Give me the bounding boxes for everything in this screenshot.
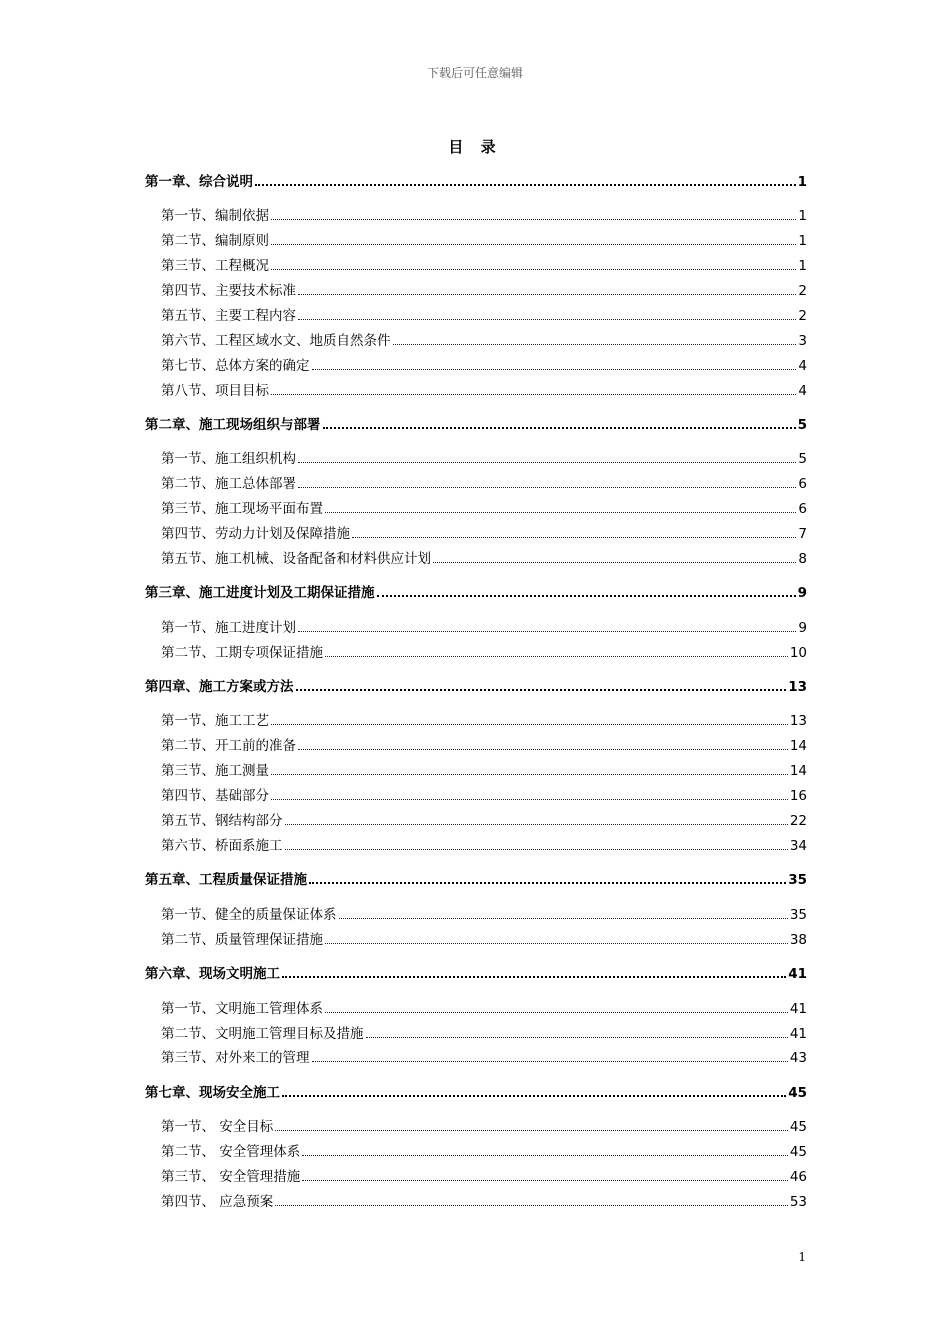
- toc-entry-page: 8: [798, 551, 807, 567]
- toc-section-row[interactable]: [161, 449, 807, 469]
- dot-leader: [309, 881, 786, 884]
- toc-section-row[interactable]: [161, 643, 807, 663]
- dot-leader: [271, 268, 796, 270]
- toc-entry-page: 41: [788, 966, 807, 982]
- toc-section-row[interactable]: [161, 206, 807, 226]
- dot-leader: [298, 486, 796, 488]
- dot-leader: [255, 183, 796, 186]
- toc-chapter-row[interactable]: [145, 172, 807, 192]
- toc-entry-label: 第二节、质量管理保证措施: [161, 932, 323, 948]
- dot-leader: [325, 942, 788, 944]
- toc-entry-label: 第二节、工期专项保证措施: [161, 645, 323, 661]
- toc-entry-page: 6: [798, 476, 807, 492]
- toc-entry-page: 3: [798, 333, 807, 349]
- toc-entry-page: 41: [789, 1001, 807, 1017]
- toc-entry-label: 第三节、施工现场平面布置: [161, 501, 323, 517]
- toc-entry-page: 4: [798, 358, 807, 374]
- toc-entry-label: 第三节、 安全管理措施: [161, 1169, 301, 1185]
- toc-entry-label: 第二节、施工总体部署: [161, 476, 296, 492]
- toc-entry-label: 第二节、文明施工管理目标及措施: [161, 1026, 364, 1042]
- toc-section-row[interactable]: [161, 1024, 807, 1044]
- footer-page-number: 1: [798, 1250, 806, 1264]
- toc-entry-label: 第七章、现场安全施工: [145, 1085, 280, 1101]
- toc-entry-page: 13: [789, 713, 807, 729]
- dot-leader: [323, 426, 796, 429]
- toc-entry-page: 16: [789, 788, 807, 804]
- toc-section-row[interactable]: [161, 1192, 807, 1212]
- toc-section-row[interactable]: [161, 256, 807, 276]
- dot-leader: [377, 594, 796, 597]
- toc-entry-page: 38: [789, 932, 807, 948]
- toc-chapter-row[interactable]: [145, 415, 807, 435]
- toc-section-row[interactable]: [161, 381, 807, 401]
- dot-leader: [285, 823, 788, 825]
- toc-entry-label: 第一节、文明施工管理体系: [161, 1001, 323, 1017]
- toc-section-row[interactable]: [161, 356, 807, 376]
- toc-section-row[interactable]: [161, 231, 807, 251]
- toc-entry-label: 第三节、工程概况: [161, 258, 269, 274]
- toc-entry-page: 2: [798, 308, 807, 324]
- toc-section-row[interactable]: [161, 306, 807, 326]
- dot-leader: [271, 723, 788, 725]
- dot-leader: [433, 561, 796, 563]
- dot-leader: [393, 343, 797, 345]
- toc-entry-page: 2: [798, 283, 807, 299]
- toc-section-row[interactable]: [161, 930, 807, 950]
- toc-entry-label: 第六节、桥面系施工: [161, 838, 283, 854]
- dot-leader: [312, 368, 797, 370]
- toc-section-row[interactable]: [161, 1142, 807, 1162]
- dot-leader: [298, 461, 796, 463]
- dot-leader: [298, 318, 796, 320]
- toc-section-row[interactable]: [161, 711, 807, 731]
- toc-entry-label: 第六章、现场文明施工: [145, 966, 280, 982]
- toc-entry-page: 45: [789, 1119, 807, 1135]
- dot-leader: [271, 393, 796, 395]
- toc-entry-label: 第一节、编制依据: [161, 208, 269, 224]
- toc-entry-page: 9: [797, 585, 807, 601]
- toc-entry-label: 第七节、总体方案的确定: [161, 358, 310, 374]
- toc-entry-page: 14: [789, 738, 807, 754]
- toc-section-row[interactable]: [161, 499, 807, 519]
- dot-leader: [298, 748, 788, 750]
- dot-leader: [282, 975, 786, 978]
- toc-entry-page: 9: [798, 620, 807, 636]
- toc-entry-page: 45: [788, 1085, 807, 1101]
- toc-entry-label: 第四节、劳动力计划及保障措施: [161, 526, 350, 542]
- toc-entry-label: 第二节、 安全管理体系: [161, 1144, 301, 1160]
- toc-entry-page: 45: [789, 1144, 807, 1160]
- dot-leader: [271, 243, 796, 245]
- toc-entry-label: 第五节、施工机械、设备配备和材料供应计划: [161, 551, 431, 567]
- toc-entry-label: 第一节、 安全目标: [161, 1119, 274, 1135]
- dot-leader: [325, 1011, 788, 1013]
- dot-leader: [298, 630, 796, 632]
- toc-section-row[interactable]: [161, 811, 807, 831]
- toc-entry-page: 35: [789, 907, 807, 923]
- dot-leader: [282, 1094, 786, 1097]
- toc-entry-page: 1: [797, 174, 807, 190]
- toc-chapter-row[interactable]: [145, 583, 807, 603]
- toc-section-row[interactable]: [161, 999, 807, 1019]
- dot-leader: [271, 798, 788, 800]
- dot-leader: [275, 1204, 788, 1206]
- toc-entry-label: 第三节、对外来工的管理: [161, 1050, 310, 1066]
- dot-leader: [339, 917, 788, 919]
- toc-entry-label: 第一节、施工工艺: [161, 713, 269, 729]
- toc-entry-label: 第四节、基础部分: [161, 788, 269, 804]
- toc-chapter-row[interactable]: [145, 1083, 807, 1103]
- toc-entry-page: 34: [789, 838, 807, 854]
- toc-section-row[interactable]: [161, 331, 807, 351]
- toc-entry-label: 第五章、工程质量保证措施: [145, 872, 307, 888]
- toc-entry-page: 1: [798, 258, 807, 274]
- toc-entry-page: 4: [798, 383, 807, 399]
- dot-leader: [312, 1060, 788, 1062]
- toc-entry-label: 第六节、工程区域水文、地质自然条件: [161, 333, 391, 349]
- toc-section-row[interactable]: [161, 786, 807, 806]
- dot-leader: [285, 848, 788, 850]
- dot-leader: [302, 1179, 788, 1181]
- toc-entry-label: 第四节、 应急预案: [161, 1194, 274, 1210]
- dot-leader: [366, 1036, 788, 1038]
- dot-leader: [325, 511, 796, 513]
- page-header: 下载后可任意编辑: [426, 66, 523, 80]
- toc-entry-label: 第二章、施工现场组织与部署: [145, 417, 321, 433]
- toc-entry-label: 第五节、钢结构部分: [161, 813, 283, 829]
- toc-entry-page: 43: [789, 1050, 807, 1066]
- toc-entry-page: 5: [798, 451, 807, 467]
- toc-entry-label: 第一节、施工进度计划: [161, 620, 296, 636]
- dot-leader: [298, 293, 796, 295]
- toc-entry-label: 第四章、施工方案或方法: [145, 679, 294, 695]
- toc-entry-page: 14: [789, 763, 807, 779]
- toc-entry-page: 6: [798, 501, 807, 517]
- toc-section-row[interactable]: [161, 549, 807, 569]
- dot-leader: [271, 218, 796, 220]
- toc-entry-page: 46: [789, 1169, 807, 1185]
- toc-chapter-row[interactable]: [145, 870, 807, 890]
- toc-entry-page: 10: [789, 645, 807, 661]
- toc-section-row[interactable]: [161, 524, 807, 544]
- toc-section-row[interactable]: [161, 618, 807, 638]
- dot-leader: [352, 536, 796, 538]
- toc-entry-label: 第五节、主要工程内容: [161, 308, 296, 324]
- toc-section-row[interactable]: [161, 761, 807, 781]
- toc-entry-label: 第一节、施工组织机构: [161, 451, 296, 467]
- toc-section-row[interactable]: [161, 1117, 807, 1137]
- dot-leader: [302, 1154, 788, 1156]
- toc-title: 目 录: [448, 138, 502, 156]
- toc-entry-page: 1: [798, 233, 807, 249]
- toc-section-row[interactable]: [161, 474, 807, 494]
- toc-section-row[interactable]: [161, 1048, 807, 1068]
- dot-leader: [275, 1129, 788, 1131]
- toc-entry-label: 第四节、主要技术标准: [161, 283, 296, 299]
- toc-entry-page: 7: [798, 526, 807, 542]
- toc-section-row[interactable]: [161, 836, 807, 856]
- toc-entry-label: 第一节、健全的质量保证体系: [161, 907, 337, 923]
- toc-section-row[interactable]: [161, 905, 807, 925]
- toc-entry-page: 5: [797, 417, 807, 433]
- dot-leader: [325, 655, 788, 657]
- toc-entry-label: 第二节、编制原则: [161, 233, 269, 249]
- toc-section-row[interactable]: [161, 736, 807, 756]
- toc-section-row[interactable]: [161, 281, 807, 301]
- toc-chapter-row[interactable]: [145, 677, 807, 697]
- toc-section-row[interactable]: [161, 1167, 807, 1187]
- toc-entry-label: 第三节、施工测量: [161, 763, 269, 779]
- toc-entry-label: 第二节、开工前的准备: [161, 738, 296, 754]
- dot-leader: [296, 688, 787, 691]
- toc-entry-page: 41: [789, 1026, 807, 1042]
- toc-entry-page: 35: [788, 872, 807, 888]
- toc-entry-label: 第八节、项目目标: [161, 383, 269, 399]
- toc-entry-page: 13: [788, 679, 807, 695]
- toc-entry-label: 第三章、施工进度计划及工期保证措施: [145, 585, 375, 601]
- toc-chapter-row[interactable]: [145, 964, 807, 984]
- toc-entry-label: 第一章、综合说明: [145, 174, 253, 190]
- dot-leader: [271, 773, 788, 775]
- toc-entry-page: 53: [789, 1194, 807, 1210]
- toc-entry-page: 1: [798, 208, 807, 224]
- toc-entry-page: 22: [789, 813, 807, 829]
